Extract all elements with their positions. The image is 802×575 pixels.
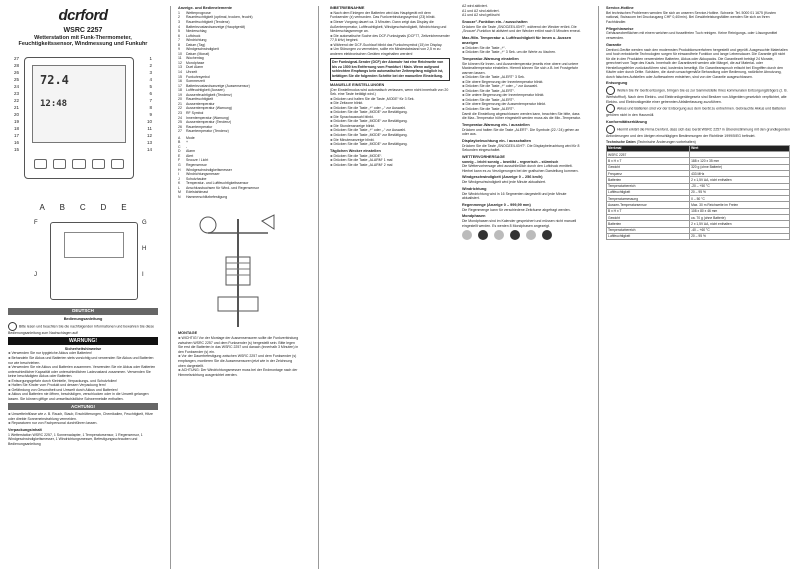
control-label: Mondphase	[186, 60, 205, 65]
alarm-steps	[330, 154, 450, 168]
control-number: 7	[178, 38, 180, 43]
callout-number: 28	[14, 63, 20, 69]
control-label: Raumtemperatur	[186, 124, 213, 129]
table-cell: ca. 70 g (ohne Batterie)	[690, 215, 790, 221]
forecast-states: sonnig – leicht sonnig – bewölkt – regnerisch – stürmisch	[462, 159, 559, 164]
column-1	[8, 4, 158, 447]
control-label: Duel Alarm	[186, 65, 204, 70]
safety-item: ► Gefährdung von Gesundheit und Umwelt durch Akkus und Batterien!	[8, 388, 158, 393]
control-number: 21	[178, 101, 182, 106]
display-time: 12:48	[40, 99, 68, 110]
setting-step: ► Drücken Sie die Taste „MODE“ zur Bestätigung.	[330, 119, 450, 124]
mounting-text-2: ► Vor der Dauerbefestigung zwischen WSRC 2257 und dem Funksender (s) empfangen, montieren Sie die Aussensensoren jetzt wie in der Zeichnung oben dargestellt.	[178, 354, 300, 368]
wheelie-bin-icon	[606, 86, 615, 95]
front-button-letters	[32, 203, 134, 213]
table-cell: 20 – 95 %	[690, 189, 790, 195]
letter-key: N	[178, 194, 181, 199]
table-cell: 0 – 50 °C	[690, 196, 790, 202]
callout-number: 6	[149, 91, 152, 97]
callout-number: 13	[146, 140, 152, 146]
control-label: Wochentag	[186, 56, 204, 61]
setting-step: ► Drücken Sie die Taste „MODE“ zur Bestätigung.	[330, 110, 450, 115]
table-cell: 2 x 1,5V AA, nicht enthalten	[690, 177, 790, 183]
callout-number: 21	[14, 105, 20, 111]
alarm-line: A1 und A2 sind gelöscht	[462, 13, 500, 18]
setting-step: ► Drücken Sie die Taste „+“ oder „-“ zur Auswahl.	[330, 106, 450, 111]
letter-key: K	[178, 181, 181, 186]
subtitle-line-2: Feuchtigkeitssensor, Windmessung und Funkuhr	[18, 41, 148, 48]
control-number: 3	[178, 20, 180, 25]
column-2	[178, 4, 300, 377]
temp-warning-heading: Temperatur-Warnung einstellen	[462, 56, 519, 61]
callout-number: 25	[14, 77, 20, 83]
letter-label: Edelstahlmast	[186, 190, 208, 195]
callout-number: 9	[149, 112, 152, 118]
letter-label: Regensensor	[186, 162, 207, 167]
alarm-status-lines	[462, 4, 582, 18]
temp-warning-step: ► Drücken Sie die Taste „ALERT“ 3 Sek.	[462, 75, 582, 80]
backlight-heading: Displaybeleuchtung ein- / ausschalten	[462, 138, 531, 143]
control-number: 23	[178, 110, 182, 115]
alarm-step: ► Drücken Sie die Taste „MODE“.	[330, 154, 450, 159]
safety-list	[8, 351, 158, 401]
package-contents: 1 Wetterstation WSRC 2257, 1 Sonnenadapter, 1 Temperatursensor, 1 Regensensor, 1 Windgeschwindigkeitsmesser, 1 Windrichtungsmesser, Befestigungsschrauben und Bedienungsanleitung	[8, 432, 143, 446]
manual-intro-text: Bitte lesen und beachten Sie die nachfolgenden Informationen und bewahren Sie diese Bedienungsanleitung zum Nachschlagen auf!	[8, 323, 155, 335]
letter-key: H	[178, 167, 181, 172]
product-subtitle	[8, 35, 158, 49]
control-number: 18	[178, 88, 182, 93]
caution-bar: ACHTUNG!	[8, 403, 158, 410]
moon-phase-icon	[510, 230, 520, 240]
table-cell: Gewicht	[607, 164, 690, 170]
callout-number: 12	[146, 133, 152, 139]
callout-number: 5	[149, 84, 152, 90]
control-number: 5	[178, 29, 180, 34]
setup-item: ► Dieser Vorgang dauert ca. 3 Minuten. Dann zeigt das Display die Außentemperatur, Luftfeuchtigkeit, Windgeschwindigkeit, Windrichtung und Niederschlagsmenge an.	[330, 20, 450, 34]
column-4	[462, 4, 582, 242]
control-number: 14	[178, 70, 182, 75]
brand-logo: dcrford	[58, 7, 108, 24]
table-cell: Temperaturbereich	[607, 227, 690, 233]
button-letter: E	[121, 203, 127, 213]
battery-disposal-text: Akkus und Batterien sind vor der Entsorgung aus dem Gerät zu entnehmen. Gebrauchte Akkus und Batterien gehören nicht in den Hausmüll.	[606, 106, 787, 118]
station-buttons	[34, 159, 124, 169]
letter-label: Windrichtungsmesser	[186, 172, 220, 177]
moon-phase-icons	[462, 230, 582, 240]
manual-settings-intro: (Der Einstellmodus wird automatisch verlassen, wenn nicht innerhalb von 20 Sek. eine Taste betätigt wird.)	[330, 87, 449, 97]
manual-settings-heading: MANUELLE EINSTELLUNGEN	[330, 82, 385, 87]
control-label: Aussentemperatur (Warnung)	[186, 106, 232, 111]
table-cell: 320 g (ohne Batterie)	[690, 164, 790, 170]
safety-item: ► Entsorgungsgefahr durch Kleinteile, Verpackungs- und Schutzfolien!	[8, 379, 158, 384]
letter-key: L	[178, 185, 180, 190]
control-label: Luftdruck	[186, 33, 201, 38]
control-label: Batteriezustandsanzeige (Aussensensor)	[186, 83, 250, 88]
forecast-heading: WETTERVORHERSAGE	[462, 154, 505, 159]
table-cell: Aussen-Temperatursensor	[607, 202, 690, 208]
letter-label: Schutzhaube	[186, 176, 207, 181]
control-label: Raumtemperatur (Tendenz)	[186, 129, 229, 134]
callout-number: 15	[14, 147, 20, 153]
wind-speed-text: Die Windgeschwindigkeit wird jede Minute aktualisiert.	[462, 180, 547, 185]
table-cell: Luftfeuchtigkeit	[607, 189, 690, 195]
column-divider	[318, 6, 319, 569]
moon-phase-icon	[478, 230, 488, 240]
mounting-list	[178, 336, 300, 377]
temp-warning-step: ► Die obere Begrenzung der Aussentemperatur blinkt.	[462, 102, 582, 107]
setting-step: ► Drücken Sie die Taste „+“ oder „-“ zur Auswahl.	[330, 128, 450, 133]
temp-warning-step: ► Drücken Sie die Taste „+“ oder „-“ zur Auswahl.	[462, 84, 582, 89]
controls-heading: Anzeige- und Bedienelemente	[178, 6, 233, 10]
control-number: 16	[178, 79, 182, 84]
tech-data-heading: Technische Daten	[606, 140, 636, 145]
warning-bar: WARNUNG!	[8, 337, 158, 345]
moon-phase-icon	[462, 230, 472, 240]
snooze-text: Drücken Sie die Taste „SNOOZE/LIGHT“, während der Wecker ertönt. Die „Snooze“-Funktion ist aktiviert und der Wecker ertönt nach 5 Minuten erneut.	[462, 24, 581, 34]
tech-data-table	[606, 145, 790, 240]
control-number: 17	[178, 83, 182, 88]
manual-settings-steps	[330, 97, 450, 147]
moon-heading: Mondphasen	[462, 214, 486, 219]
setting-step: ► Drücken Sie die Taste „MODE“ zur Bestätigung.	[330, 142, 450, 147]
control-label: Innentemperatur (Warnung)	[186, 115, 230, 120]
letter-key: J	[178, 176, 180, 181]
temp-warning-step: ► Drücken Sie die Taste „ALERT“.	[462, 89, 582, 94]
conformity-text-body: Hiermit erklärt die Firma Denford, dass sich das Gerät WSRC 2257 in Übereinstimmung mit den grundlegenden Anforderungen und den übrigen einschlägigen Bestimmungen der Richtlinie 1999/5/EG befindet.	[606, 127, 790, 138]
battery-bin-icon	[606, 104, 615, 113]
moon-phase-icon	[494, 230, 504, 240]
safety-heading: Sicherheitshinweise	[64, 346, 102, 351]
control-label: Funkuhrsymbol	[186, 74, 210, 79]
button-letter: C	[79, 203, 86, 213]
wind-direction-heading: Windrichtung	[462, 186, 487, 191]
setting-step: ► Drücken Sie die Taste „MODE“ zur Bestätigung.	[330, 133, 450, 138]
column-divider	[170, 6, 171, 569]
setup-item: ► Während der DCF-Suchlauf blinkt das Funkuhrsymbol (15) im Display.	[330, 43, 450, 48]
temp-warning-steps	[462, 75, 582, 111]
callout-number: 27	[14, 56, 20, 62]
control-number: 26	[178, 124, 182, 129]
safety-item: ► Halten Sie Kinder vom Produkt und dessen Verpackung fern!	[8, 383, 158, 388]
callout-number: 7	[149, 98, 152, 104]
callout-number: 10	[146, 119, 152, 125]
table-cell: -40 – +60 °C	[690, 227, 790, 233]
maxmin-heading: Max./Min. Temperatur u. Luftfeuchtigkeit für Innen u. Aussen anzeigen	[462, 35, 572, 45]
control-label: Raumfeuchtigkeit	[186, 97, 214, 102]
setting-step: ► Die Minutenanzeige blinkt.	[330, 138, 450, 143]
alarm-line: A1 und A2 sind aktiviert.	[462, 8, 500, 13]
snooze-heading: Snooze"-Funktion ein- / ausschalten	[462, 19, 528, 24]
conformity-text	[606, 125, 790, 139]
control-number: 10	[178, 51, 182, 56]
control-label: Aussenfeuchtigkeit (Tendenz)	[186, 92, 232, 97]
table-cell: -20 – +50 °C	[690, 183, 790, 189]
caution-item: ► Umwelteinflüsse wie z. B. Rauch, Staub, Erschütterungen, Chemikalien, Feuchtigkeit, Hitze oder direkte Sonneneinstrahlung vermeiden.	[8, 412, 158, 421]
letter-label: Snooze / Licht	[186, 158, 209, 163]
control-number: 22	[178, 106, 182, 111]
back-letter-g: G	[142, 219, 147, 226]
control-number: 25	[178, 120, 182, 125]
back-letter-j: J	[34, 271, 37, 278]
alarm-heading: Täglichen Wecker einstellen	[330, 148, 381, 153]
control-number: 6	[178, 33, 180, 38]
callout-number: 24	[14, 84, 20, 90]
column-divider	[598, 6, 599, 569]
button-letter: A	[39, 203, 45, 213]
temp-warning-text: Sie können für Innen- und Aussentemperatur jeweils eine obere und untere Maximaltemperatur einstellen. Hiermit können Sie sich z.B. bei Frostgefahr warnen lassen.	[462, 61, 579, 75]
callout-number: 23	[14, 91, 20, 97]
letter-key: B	[178, 140, 181, 145]
control-label: Batteriezustandsanzeige (Hauptgerät)	[186, 24, 245, 29]
warranty-heading: Garantie	[606, 42, 622, 47]
maxmin-steps	[462, 46, 582, 55]
backlight-text: Drücken Sie die Taste „SNOOZE/LIGHT“. Die Displaybeleuchtung wird für 8 Sekunden eingeschaltet.	[462, 143, 580, 153]
button-letter: B	[59, 203, 65, 213]
weather-station-illustration	[14, 51, 152, 201]
alarm-line: A2 wird aktiviert.	[462, 4, 488, 8]
temp-warning-onoff-heading: Temperatur-Warnung ein- / ausstellen	[462, 122, 530, 127]
manual-intro	[8, 322, 158, 336]
control-number: 15	[178, 74, 182, 79]
wind-direction-text: Die Windrichtung wird in 16 Segmenten dargestellt und jede Minute aktualisiert.	[462, 191, 567, 201]
control-number: 19	[178, 92, 182, 97]
table-cell: 20 – 95 %	[690, 233, 790, 239]
back-letter-i: I	[142, 271, 144, 278]
table-cell: 2 x 1,5V AA, nicht enthalten	[690, 221, 790, 227]
setting-step: ► Drücken und halten Sie die Taste „MODE“ für 3 Sek.	[330, 97, 450, 102]
table-cell: Temperaturmessung	[607, 196, 690, 202]
back-letter-f: F	[34, 219, 38, 226]
control-number: 24	[178, 115, 182, 120]
care-text: Gehäuseoberflächen mit einem weichen und fusselfreien Tuch reinigen. Keine Reinigungs- oder Lösungsmittel verwenden.	[606, 31, 778, 41]
subtitle-line-1: Wetterstation mit Funk-Thermometer,	[34, 34, 132, 41]
control-number: 20	[178, 97, 182, 102]
table-cell: Luftfeuchtigkeit	[607, 233, 690, 239]
temp-warning-onoff-text: Drücken und halten Sie die Taste „ALERT“. Die Symbole (22 / 24) gehen an oder aus.	[462, 127, 580, 137]
caution-list	[8, 412, 158, 426]
setup-item: ► Die automatische Suche des DCF-Funksignals (DCF77, Zeitzeichensender 77,5 kHz) beginnt.	[330, 34, 450, 43]
disposal-heading: Entsorgung	[606, 81, 628, 86]
table-cell: Gewicht	[607, 215, 690, 221]
table-cell: 108 x 80 x 46 mm	[690, 208, 790, 214]
letter-label: -	[186, 144, 188, 149]
care-heading: Pflegehinweise	[606, 26, 634, 31]
book-icon	[8, 322, 17, 331]
control-label: Uhrzeit	[186, 70, 198, 75]
warranty-text: Denford-Geräte werden nach den modernsten Produktionsverfahren hergestellt und geprüft. Ausgesuchte Materialien und hoch entwickelte Technologien sorgen für einwandfreie Funktion und lange Lebensdauer. Die Garantie gilt nicht für die in den Produkten verwendeten Batterien, Akkus oder Akkupacks. Die Garantiezeit beträgt 24 Monate, gerechnet vom Tage des Kaufs. Innerhalb der Garantiezeit werden alle Mängel, die auf Material- oder Herstellungsfehler zurückzuführen sind, kostenlos beseitigt. Ein Garantieanspruch erlischt bei Eingriffen durch den Käufer oder durch Dritte. Schäden, die durch unsachgemäße Behandlung oder Bedienung, natürliche Abnutzung, durch falsches Aufstellen oder Aufbewahren entstehen, sind von der Garantie ausgeschlossen.	[606, 47, 788, 79]
callout-number: 2	[149, 63, 152, 69]
maxmin-step: ► Drücken Sie die Taste „+“.	[462, 46, 582, 51]
controls-list	[178, 11, 300, 134]
moon-phase-icon	[542, 230, 552, 240]
alarm-step: ► Drücken Sie die Taste „ALARM“ 1 mal	[330, 158, 450, 163]
control-label: Aussentemperatur	[186, 101, 215, 106]
control-label: RF Symbol	[186, 110, 204, 115]
maxmin-step: ► Drücken Sie die Taste „+“ 3 Sek. um die Werte zu löschen.	[462, 50, 582, 55]
control-number: 27	[178, 129, 182, 134]
conformity-heading: Konformitätserklärung	[606, 119, 647, 124]
setting-step: ► Die Stundenanzeige blinkt.	[330, 124, 450, 129]
letter-key: F	[178, 158, 181, 163]
table-cell: Temperaturbereich	[607, 183, 690, 189]
table-cell: B x H x T	[607, 158, 690, 164]
dcf-note: Der Funksignal-Sender (DCF) der Atomuhr hat eine Reichweite von bis zu 1500 km Entfernung vom Frankfurt / Main. Wenn aufgrund schlechten Empfangs kein automatischer Zeitempfang möglich ist, betätigen Sie die folgenden Schritte bei der manuellen Einstellung.	[330, 58, 450, 80]
control-number: 9	[178, 47, 180, 52]
letter-key: M	[178, 190, 181, 195]
mounting-text-3: ► ACHTUNG: Der Windrichtungsmesser muss bei der Endmontage nach der Himmelsrichtung ausgerichtet werden.	[178, 368, 300, 377]
control-item	[178, 129, 300, 134]
temp-warning-step: ► Drücken Sie die Taste „ALERT“.	[462, 107, 582, 112]
temp-warning-step: ► Die obere Begrenzung der Innentemperatur blinkt.	[462, 80, 582, 85]
callout-number: 20	[14, 112, 20, 118]
moon-phase-icon	[526, 230, 536, 240]
letters-list	[178, 136, 300, 200]
letter-label: Hammerschlitzbefestigung	[186, 194, 228, 199]
column-5	[606, 4, 790, 240]
display-temperature: 72.4	[40, 73, 69, 88]
mounting-text: ► WICHTIG! Vor der Montage der Aussensensoren sollte die Funkverbindung zwischen WSRC 2257 und dem Funksender (s) hergestellt sein. Bitte legen Sie erst die Batterien in das WSRC 2257 und danach (innerhalb 3 Minuten) in den Funksender (s) ein.	[178, 336, 300, 354]
sensor-mast-drawing	[178, 199, 300, 329]
control-number: 8	[178, 42, 180, 47]
control-label: Windgeschwindigkeit	[186, 47, 219, 52]
callout-number: 4	[149, 77, 152, 83]
safety-item: ► Behandeln Sie Akkus und Batterien stets vorsichtig und verwenden Sie Akkus und Batterien nur wie beschrieben.	[8, 356, 158, 365]
control-label: Windrichtung	[186, 38, 207, 43]
callout-number: 18	[14, 126, 20, 132]
model-name: WSRC 2257	[63, 26, 103, 34]
letter-label: Alert	[186, 153, 194, 158]
letter-key: E	[178, 153, 181, 158]
letter-label: +	[186, 140, 189, 145]
table-cell: Frequenz	[607, 171, 690, 177]
control-label: Luftfeuchtigkeit (Aussen)	[186, 88, 225, 93]
mounting-heading: MONTAGE	[178, 331, 198, 336]
forecast-text: Die Wettervorhersage wird ausschließlich durch den Luftdruck ermittelt. Hierbei kann es zu Verzögerungen bei der grafischen Darstellung kommen.	[462, 164, 579, 173]
control-label: Raumfeuchtigkeit (optimal, trocken, feucht)	[186, 15, 253, 20]
back-letter-h: H	[142, 245, 147, 252]
battery-compartment	[64, 232, 124, 258]
service-heading: Service-Hotline	[606, 6, 634, 10]
alarm-step: ► Drücken Sie die Taste „ALARM“ 2 mal	[330, 163, 450, 168]
control-number: 4	[178, 24, 180, 29]
temp-warning-step: ► Drücken Sie die Taste „ALERT“.	[462, 98, 582, 103]
temp-warning-step: ► Die untere Begrenzung der Innentemperatur blinkt.	[462, 93, 582, 98]
callout-number: 16	[14, 140, 20, 146]
table-cell: Batterien	[607, 221, 690, 227]
manual-heading: Bedienungsanleitung	[63, 316, 103, 321]
letter-key: C	[178, 144, 181, 149]
ce-mark-icon	[606, 125, 615, 134]
table-header: Wert	[690, 145, 790, 151]
table-row	[607, 233, 790, 239]
table-cell: WSRC 2257	[607, 152, 690, 158]
letter-label: Temperatur- und Luftfeuchtigkeitssensor	[186, 181, 249, 186]
disposal-text-body: Wollen Sie Ihr Gerät entsorgen, bringen Sie es zur Sammelstelle Ihres kommunalen Entsorgungsträgers (z. B. Wertstoffhof). Nach dem Elektro- und Elektronikgerätegesetz sind Besitzer von Altgeräten gesetzlich verpflichtet, alte Elektro- und Elektronikgeräte einer getrennten Abfallerfassung zuzuführen.	[606, 88, 788, 104]
safety-item: ► Verwenden Sie nie Akkus und Batterien zusammen. Verwenden Sie nie Akkus oder Batterien unterschiedlicher Kapazität oder unterschiedlichen Ladezustand zusammen. Verwenden Sie keine beschädigten Akkus oder Batterien.	[8, 365, 158, 379]
column-3	[330, 4, 450, 167]
control-label: Datum (Tag)	[186, 42, 206, 47]
control-label: Wetterprognose	[186, 10, 211, 15]
wind-speed-heading: Windgeschwindigkeit (Anzeige 0 – 256 km/h)	[462, 175, 543, 180]
control-label: Niederschlag	[186, 29, 207, 34]
control-number: 13	[178, 65, 182, 70]
control-label: Sommerzeit	[186, 79, 205, 84]
station-back-illustration	[24, 216, 147, 306]
letter-label: Alarm	[186, 149, 196, 154]
setup-list	[330, 11, 450, 56]
control-number: 11	[178, 56, 182, 61]
letter-key: I	[178, 172, 179, 177]
disposal-text	[606, 86, 790, 104]
sensor-mast-illustration	[178, 199, 300, 329]
control-label: Datum (Monat)	[186, 51, 210, 56]
safety-item: ► Akkus und Batterien nie öffnen, beschädigen, verschlucken oder in die Umwelt gelangen lassen. Sie können giftige und umweltschädliche Schwermetalle enthalten.	[8, 392, 158, 401]
callout-number: 19	[14, 119, 20, 125]
callout-number: 14	[146, 147, 152, 153]
letter-key: D	[178, 149, 181, 154]
setting-step: ► Die Zeitzone blinkt.	[330, 101, 450, 106]
setup-item: ► Um Störungen zu vermeiden, sollte ein Mindestabstand von 2,5 m zu anderen elektronischen Geräten eingehalten werden!	[330, 47, 450, 56]
callouts-right	[147, 55, 152, 153]
letter-label: Anschlussbuchsen für Wind- und Regensensor	[186, 185, 259, 190]
callout-number: 1	[149, 56, 152, 62]
table-cell: Batterien	[607, 177, 690, 183]
control-number: 1	[178, 10, 180, 15]
moon-text: Die Mondphasen sind im Kalender gespeichert und müssen nicht manuell eingestellt werden. Es werden 8 Mondphasen angezeigt.	[462, 219, 577, 228]
battery-disposal	[606, 104, 790, 118]
callout-number: 22	[14, 98, 20, 104]
temp-warning-note: Damit die Einstellung abgeschlossen werden kann, beachten Sie bitte, dass die Max.-Temperatur höher eingestellt werden muss als die Min.-Temperatur.	[462, 111, 581, 121]
rain-heading: Regenmenge (Anzeige 0 – 999,99 mm)	[462, 202, 531, 207]
table-cell: Max. 30 m Reichweite im Freien	[690, 202, 790, 208]
letter-label: Mode	[186, 135, 195, 140]
service-text: Bei technischen Problemen wenden Sie sich an unseren Service-Hotline. Schweiz: Tel. 5000 01 1675 (Kosten national, Swisscom bei Druckzugang CHF 0,40/min). Bei Gewährleistungsfällen wenden Sie sich an Ihren Fachhändler.	[606, 10, 776, 25]
control-number: 12	[178, 60, 182, 65]
letter-label: Windgeschwindigkeitsmesser	[186, 167, 232, 172]
callout-number: 3	[149, 70, 152, 76]
setup-heading: INBETRIEBNAHME	[330, 6, 365, 10]
table-cell: 188 x 120 x 35 mm	[690, 158, 790, 164]
letter-key: G	[178, 162, 181, 167]
callouts-left	[14, 55, 19, 153]
table-header: Merkmal	[607, 145, 690, 151]
setting-step: ► Die Sprachauswahl blinkt.	[330, 115, 450, 120]
button-letter: D	[100, 203, 107, 213]
callout-number: 26	[14, 70, 20, 76]
table-cell: B x H x T	[607, 208, 690, 214]
control-number: 2	[178, 15, 180, 20]
setup-item: ► Nach dem Einlegen der Batterien wird das Hauptgerät mit dem Funksender (z) verbunden. Das Funkverbindungssymbol (23) blinkt.	[330, 11, 450, 20]
safety-item: ► Verwenden Sie nur typgleiche Akkus oder Batterien!	[8, 351, 158, 356]
letter-key: A	[178, 135, 181, 140]
language-bar: DEUTSCH	[8, 308, 158, 315]
tech-data-subheading: (Technische Änderungen vorbehalten)	[636, 140, 696, 145]
callout-number: 11	[147, 126, 152, 132]
control-label: Raumfeuchtigkeit (Tendenz)	[186, 20, 230, 25]
caution-item: ► Reparaturen nur von Fachpersonal durchführen lassen.	[8, 421, 158, 426]
control-label: Aussentemperatur (Tendenz)	[186, 120, 232, 125]
rain-text: Die Regenmenge kann für verschiedene Zeiträume abgefragt werden.	[462, 207, 571, 212]
package-heading: Verpackungsinhalt	[8, 427, 42, 432]
callout-number: 8	[149, 105, 152, 111]
callout-number: 17	[14, 133, 20, 139]
table-cell: 433 MHz	[690, 171, 790, 177]
